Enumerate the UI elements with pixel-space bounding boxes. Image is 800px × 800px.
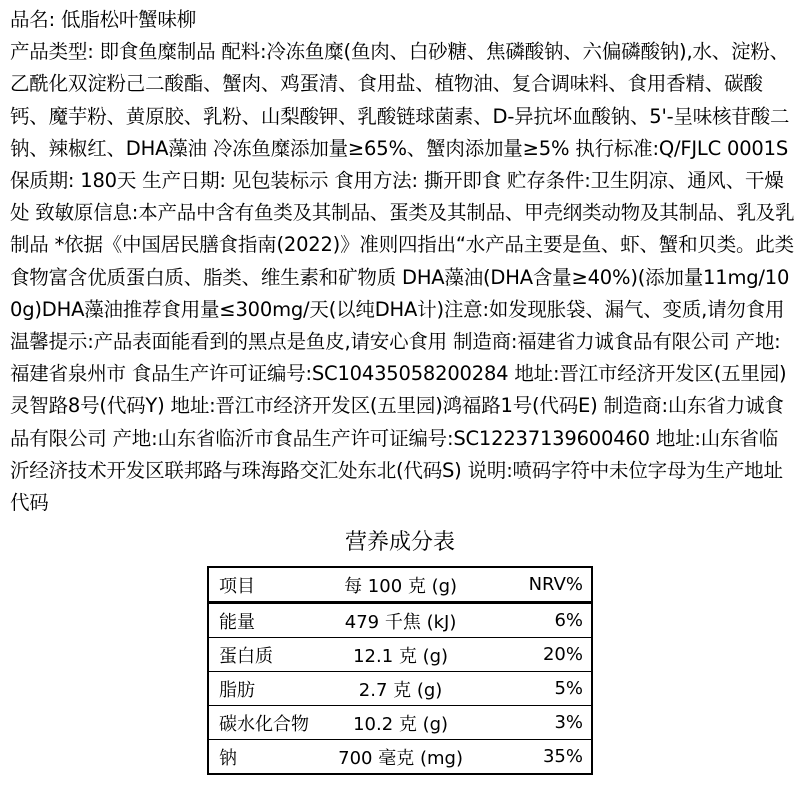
header-nrv: NRV% bbox=[484, 567, 592, 603]
table-row bbox=[208, 706, 592, 740]
nutrient-nrv: 20% bbox=[484, 638, 592, 672]
table-row bbox=[208, 672, 592, 706]
ingredient-label-text bbox=[10, 4, 795, 519]
nutrient-amount: 2.7 克 (g) bbox=[317, 672, 484, 706]
nutrition-table bbox=[207, 566, 593, 775]
table-row bbox=[208, 603, 592, 638]
nutrient-nrv: 3% bbox=[484, 706, 592, 740]
nutrition-table-title: 营养成分表 bbox=[344, 530, 455, 555]
nutrient-name: 钠 bbox=[219, 747, 237, 769]
nutrient-name: 能量 bbox=[208, 603, 317, 638]
nutrient-name: 碳水化合物 bbox=[208, 706, 317, 740]
table-row bbox=[208, 638, 592, 672]
product-name: 品名: 低脂松叶蟹味柳 bbox=[10, 8, 197, 31]
nutrient-name: 脂肪 bbox=[208, 672, 317, 706]
nutrient-nrv: 35% bbox=[542, 746, 583, 767]
nutrition-header-row bbox=[208, 567, 592, 603]
nutrient-nrv: 6% bbox=[484, 603, 592, 638]
header-item: 项目 bbox=[208, 567, 317, 603]
nutrient-name: 蛋白质 bbox=[208, 638, 317, 672]
nutrient-amount: 10.2 克 (g) bbox=[317, 706, 484, 740]
table-row bbox=[208, 740, 592, 775]
nutrient-amount: 12.1 克 (g) bbox=[317, 638, 484, 672]
label-body: 产品类型: 即食鱼糜制品 配料:冷冻鱼糜(鱼肉、白砂糖、焦磷酸钠、六偏磷酸钠),水、淀粉、乙酰化双淀粉己二酸酯、蟹肉、鸡蛋清、食用盐、植物油、复合调味料、食用香精、碳酸钙、魔芋粉、黄原胶、乳粉、山梨酸钾、乳酸链球菌素、D-异抗坏血酸钠、5'-呈味核苷酸二钠、辣椒红、DHA藻油 冷冻鱼糜添加量≥65%、蟹肉添加量≥5% 执行标准:Q/FJLC 0001S 保质期: 180天 生产日期: 见包装标示 食用方法: 撕开即食 贮存条件:卫生阴凉、通风、干燥处 致敏原信息:本产品中含有鱼类及其制品、蛋类及其制品、甲壳纲类动物及其制品、乳及乳制品 *依据《中国居民膳食指南(2022)》准则四指出“水产品主要是鱼、虾、蟹和贝类。此类食物富含优质蛋白质、脂类、维生素和矿物质 DHA藻油(DHA含量≥40%)(添加量11mg/100g)DHA藻油推荐食用量≤300mg/天(以纯DHA计)注意:如发现胀袋、漏气、变质,请勿食用 温馨提示:产品表面能看到的黑点是鱼皮,请安心食用 制造商:福建省力诚食品有限公司 产地:福建省泉州市 食品生产许可证编号:SC10435058200284 地址:晋江市经济开发区(五里园)灵智路8号(代码Y) 地址:晋江市经济开发区(五里园)鸿福路1号(代码E) 制造商:山东省力诚食品有限公司 产地:山东省临沂市食品生产许可证编号:SC12237139600460 地址:山东省临沂经济技术开发区联邦路与珠海路交汇处东北(代码S) 说明:喷码字符中未位字母为生产地址代码 bbox=[10, 40, 795, 515]
nutrient-amount: 479 千焦 (kJ) bbox=[317, 603, 484, 638]
nutrient-nrv: 5% bbox=[484, 672, 592, 706]
header-per-100g: 每 100 克 (g) bbox=[317, 567, 484, 603]
nutrient-amount: 700 毫克 (mg) bbox=[338, 747, 463, 769]
